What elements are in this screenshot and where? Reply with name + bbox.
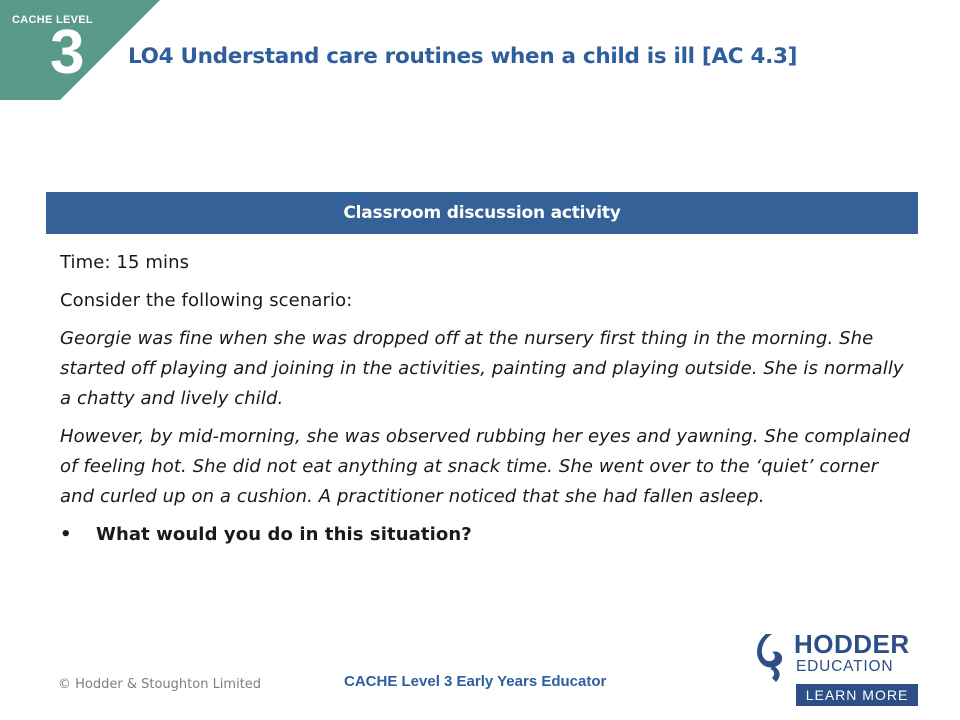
question-text: What would you do in this situation? (96, 524, 472, 545)
scenario-paragraph-1: Georgie was fine when she was dropped off at the nursery first thing in the morning. She started off playing and joining in the activities, painting and playing outside. She is normally a chatty and lively child. (60, 328, 904, 409)
course-title: CACHE Level 3 Early Years Educator (344, 673, 607, 690)
scenario-paragraph-2: However, by mid-morning, she was observed rubbing her eyes and yawning. She complained of feeling hot. She did not eat anything at snack time. She went over to the ‘quiet’ corner and curled up on a cushion. A practitioner noticed that she had fallen asleep. (60, 426, 911, 507)
section-heading: Classroom discussion activity (343, 203, 621, 223)
badge-number: 3 (50, 18, 85, 87)
time-text: Time: 15 mins (60, 252, 190, 273)
badge-label: CACHE LEVEL (12, 14, 93, 26)
bullet-icon: • (60, 524, 72, 545)
intro-text: Consider the following scenario: (60, 290, 353, 311)
logo-learn-more-text: LEARN MORE (796, 684, 918, 706)
slide-body (60, 248, 912, 550)
hodder-swirl-icon (752, 632, 792, 684)
logo-hodder-text: HODDER (794, 629, 910, 659)
slide-title: LO4 Understand care routines when a child is ill [AC 4.3] (128, 44, 798, 69)
hodder-education-logo (752, 630, 928, 710)
copyright-text: © Hodder & Stoughton Limited (58, 677, 262, 692)
question-bullet (60, 520, 912, 550)
logo-education-text: EDUCATION (796, 658, 894, 675)
section-header-band (46, 192, 918, 234)
